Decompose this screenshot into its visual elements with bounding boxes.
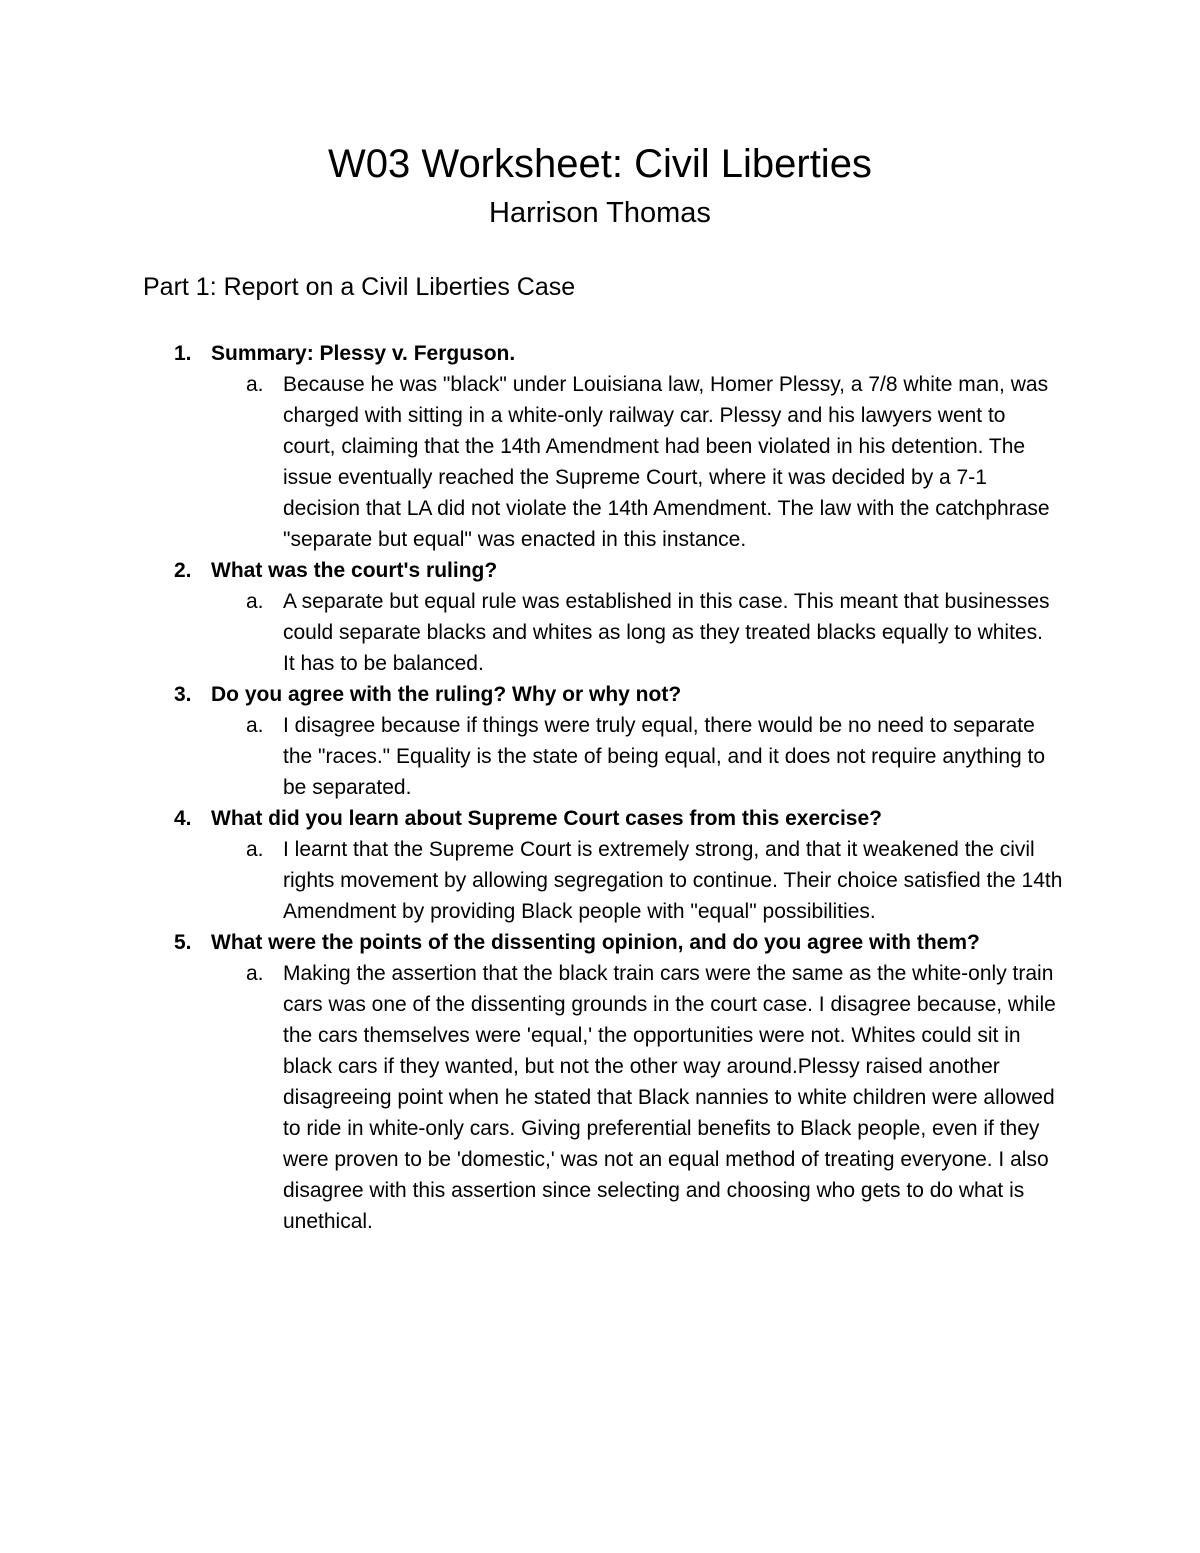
answer-text: Making the assertion that the black train cars were the same as the white-only train cars was one of the dissenting grounds in the court case. I disagree because, while the cars themselves were 'equal,' the opportunities were not. Whites could sit in black cars if they wanted, but not the other way around.Plessy raised another disagreeing point when he stated that Black nannies to white children were allowed to ride in white-only cars. Giving preferential benefits to Black people, even if they were proven to be 'domestic,' was not an equal method of treating everyone. I also disagree with this assertion since selecting and choosing who gets to do what is unethical. xyxy=(283,962,1056,1233)
question-number: 1. xyxy=(174,342,192,365)
answer-letter: a. xyxy=(246,962,264,985)
answer-item xyxy=(211,834,1070,927)
answer-list xyxy=(211,958,1060,1237)
answer-item xyxy=(211,710,1060,803)
question-number: 3. xyxy=(174,683,192,706)
answer-list xyxy=(211,586,1060,679)
question-text: Do you agree with the ruling? Why or why not? xyxy=(211,683,682,706)
question-item xyxy=(0,555,1200,679)
question-item xyxy=(0,679,1200,803)
answer-text: A separate but equal rule was established in this case. This meant that businesses could separate blacks and whites as long as they treated blacks equally to whites. It has to be balanced. xyxy=(283,590,1050,675)
question-text: Summary: Plessy v. Ferguson. xyxy=(211,342,516,365)
answer-item xyxy=(211,369,1060,555)
question-text: What did you learn about Supreme Court cases from this exercise? xyxy=(211,807,882,830)
question-text: What were the points of the dissenting opinion, and do you agree with them? xyxy=(211,931,980,954)
answer-item xyxy=(211,958,1060,1237)
question-number: 5. xyxy=(174,931,192,954)
answer-text: Because he was "black" under Louisiana law, Homer Plessy, a 7/8 white man, was charged with sitting in a white-only railway car. Plessy and his lawyers went to court, claiming that the 14th Amendment had been violated in his detention. The issue eventually reached the Supreme Court, where it was decided by a 7-1 decision that LA did not violate the 14th Amendment. The law with the catchphrase "separate but equal" was enacted in this instance. xyxy=(283,373,1050,551)
question-item xyxy=(0,803,1200,927)
answer-letter: a. xyxy=(246,590,264,613)
question-list xyxy=(0,338,1200,1237)
answer-letter: a. xyxy=(246,838,264,861)
question-number: 2. xyxy=(174,559,192,582)
question-item xyxy=(0,927,1200,1237)
question-item xyxy=(0,338,1200,555)
document-title: W03 Worksheet: Civil Liberties xyxy=(328,142,872,186)
answer-list xyxy=(211,369,1060,555)
answer-item xyxy=(211,586,1060,679)
question-text: What was the court's ruling? xyxy=(211,559,498,582)
author-name: Harrison Thomas xyxy=(489,197,711,229)
answer-list xyxy=(211,710,1060,803)
answer-letter: a. xyxy=(246,714,264,737)
answer-letter: a. xyxy=(246,373,264,396)
question-number: 4. xyxy=(174,807,192,830)
section-heading: Part 1: Report on a Civil Liberties Case xyxy=(143,273,576,301)
answer-text: I learnt that the Supreme Court is extremely strong, and that it weakened the civil rights movement by allowing segregation to continue. Their choice satisfied the 14th Amendment by providing Black people with "equal" possibilities. xyxy=(283,838,1063,923)
answer-list xyxy=(211,834,1070,927)
answer-text: I disagree because if things were truly equal, there would be no need to separate the "races." Equality is the state of being equal, and it does not require anything to be separated. xyxy=(283,714,1046,799)
